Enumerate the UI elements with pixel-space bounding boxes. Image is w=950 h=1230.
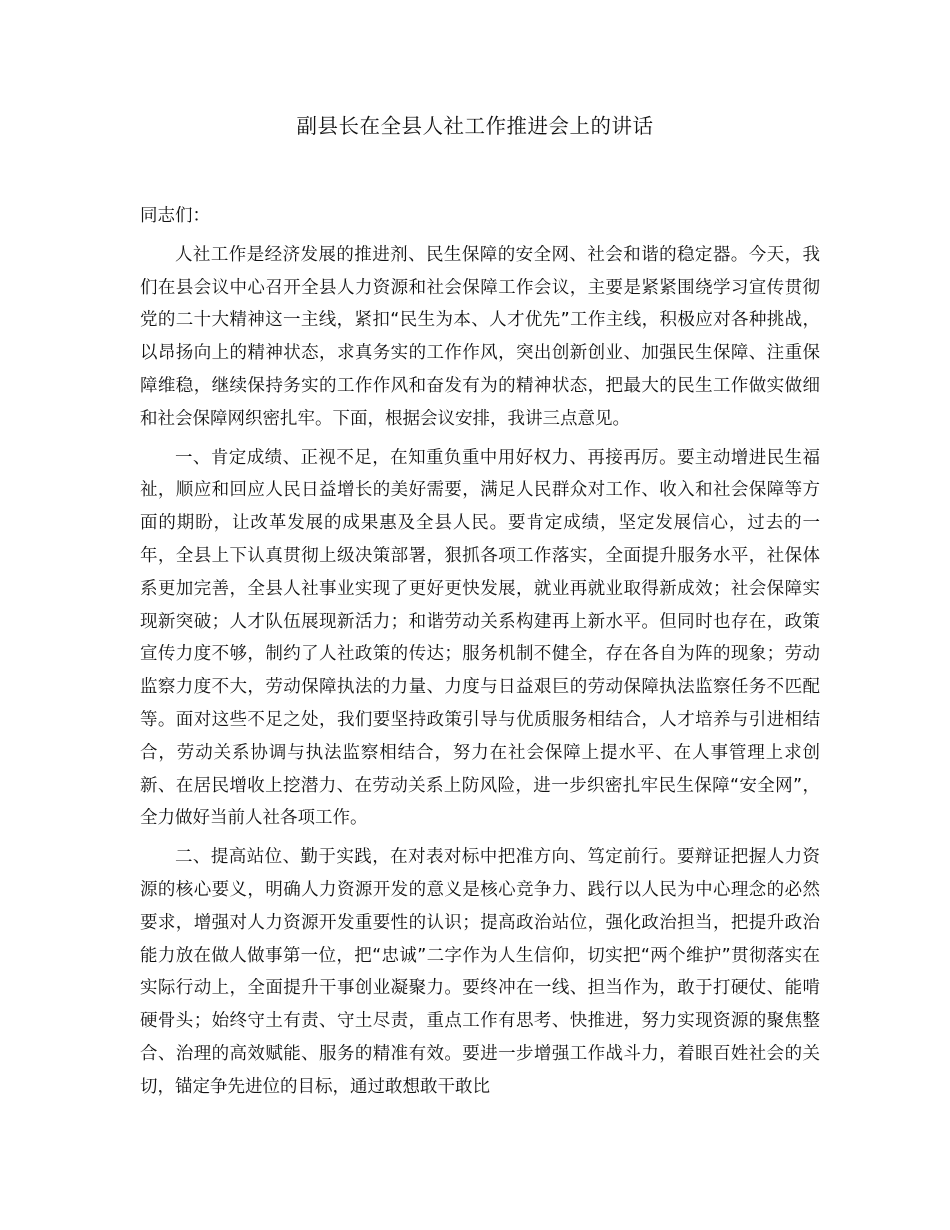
page-title: 副县长在全县人社工作推进会上的讲话 <box>296 114 654 138</box>
salutation: 同志们： <box>140 206 210 226</box>
document-body <box>140 200 820 1110</box>
paragraph-intro: 人社工作是经济发展的推进剂、民生保障的安全网、社会和谐的稳定器。今天，我们在县会议中心召开全县人力资源和社会保障工作会议，主要是紧紧围绕学习宣传贯彻党的二十大精神这一主线，紧扣“民生为本、人才优先”工作主线，积极应对各种挑战，以昂扬向上的精神状态，求真务实的工作作风，突出创新创业、加强民生保障、注重保障维稳，继续保持务实的工作作风和奋发有为的精神状态，把最大的民生工作做实做细和社会保障网织密扎牢。下面，根据会议安排，我讲三点意见。 <box>140 244 820 429</box>
paragraph-section-one: 一、肯定成绩、正视不足，在知重负重中用好权力、再接再厉。要主动增进民生福祉，顺应和回应人民日益增长的美好需要，满足人民群众对工作、收入和社会保障等方面的期盼，让改革发展的成果惠及全县人民。要肯定成绩，坚定发展信心，过去的一年，全县上下认真贯彻上级决策部署，狠抓各项工作落实，全面提升服务水平，社保体系更加完善，全县人社事业实现了更好更快发展，就业再就业取得新成效；社会保障实现新突破；人才队伍展现新活力；和谐劳动关系构建再上新水平。但同时也存在，政策宣传力度不够，制约了人社政策的传达；服务机制不健全，存在各自为阵的现象；劳动监察力度不大，劳动保障执法的力量、力度与日益艰巨的劳动保障执法监察任务不匹配等。面对这些不足之处，我们要坚持政策引导与优质服务相结合，人才培养与引进相结合，劳动关系协调与执法监察相结合，努力在社会保障上提水平、在人事管理上求创新、在居民增收上挖潜力、在劳动关系上防风险，进一步织密扎牢民生保障“安全网”，全力做好当前人社各项工作。 <box>140 447 820 829</box>
paragraph-section-two: 二、提高站位、勤于实践，在对表对标中把准方向、笃定前行。要辩证把握人力资源的核心要义，明确人力资源开发的意义是核心竞争力、践行以人民为中心理念的必然要求，增强对人力资源开发重要性的认识；提高政治站位，强化政治担当，把提升政治能力放在做人做事第一位，把“忠诚”二字作为人生信仰，切实把“两个维护”贯彻落实在实际行动上，全面提升干事创业凝聚力。要终冲在一线、担当作为，敢于打硬仗、能啃硬骨头；始终守土有责、守土尽责，重点工作有思考、快推进，努力实现资源的聚焦整合、治理的高效赋能、服务的精准有效。要进一步增强工作战斗力，着眼百姓社会的关切，锚定争先进位的目标，通过敢想敢干敢比 <box>140 847 820 1097</box>
